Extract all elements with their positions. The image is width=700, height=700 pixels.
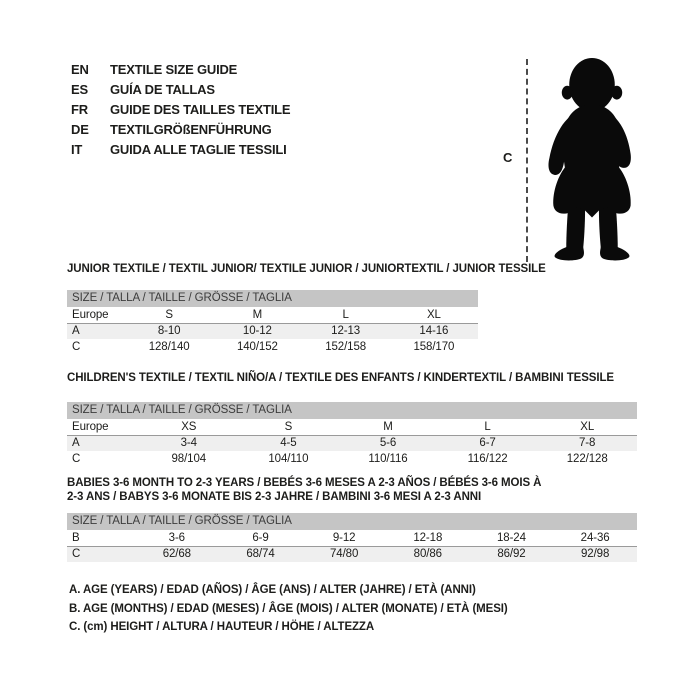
table-row	[67, 546, 637, 562]
language-code: ES	[71, 82, 88, 97]
size-cell: 92/98	[581, 548, 610, 561]
table-row	[67, 323, 478, 339]
size-cell: 3-4	[180, 437, 197, 450]
size-cell: 62/68	[162, 548, 191, 561]
size-cell: L	[438, 419, 538, 435]
size-cell: 12-13	[331, 325, 361, 338]
size-cell: 24-36	[553, 530, 637, 546]
legend-notes	[69, 581, 508, 637]
section-children-textile	[67, 371, 637, 467]
language-label: GUIDE DES TAILLES TEXTILE	[110, 102, 291, 117]
section-junior-textile	[67, 262, 546, 355]
section-babies-textile	[67, 476, 637, 562]
language-row	[71, 100, 290, 120]
language-label: GUIDA ALLE TAGLIE TESSILI	[110, 142, 287, 157]
note-line: A. AGE (YEARS) / EDAD (AÑOS) / ÂGE (ANS) / ALTER (JAHRE) / ETÀ (ANNI)	[69, 584, 476, 596]
language-row	[71, 60, 290, 80]
size-cell: 6-7	[479, 437, 496, 450]
row-label: C	[72, 453, 81, 465]
size-header-bar: SIZE / TALLA / TAILLE / GRÖSSE / TAGLIA	[67, 402, 637, 419]
size-cell: 122/128	[566, 453, 608, 465]
size-cell: 9-12	[302, 530, 386, 546]
size-cell: 8-10	[157, 325, 181, 338]
size-cell: 6-9	[219, 530, 303, 546]
size-header-bar: SIZE / TALLA / TAILLE / GRÖSSE / TAGLIA	[67, 513, 637, 530]
size-cell: 110/116	[368, 453, 408, 465]
language-code: EN	[71, 62, 89, 77]
row-label: Europe	[67, 419, 139, 435]
note-line: C. (cm) HEIGHT / ALTURA / HAUTEUR / HÖHE / ALTEZZA	[69, 621, 375, 633]
size-cell: 152/158	[325, 341, 367, 353]
row-label: C	[72, 341, 81, 353]
size-cell: 104/110	[268, 453, 309, 465]
table-row	[67, 339, 478, 355]
table-title: BABIES 3-6 MONTH TO 2-3 YEARS / BEBÉS 3-6 MESES A 2-3 AÑOS / BÉBÉS 3-6 MOIS À 2-3 ANS / BABYS 3-6 MONATE BIS 2-3 JAHRE / BAMBINI 3-6 MESI A 2-3 ANNI	[67, 477, 542, 503]
size-cell: 116/122	[467, 453, 508, 465]
table-row	[67, 419, 637, 435]
row-label: A	[72, 437, 80, 450]
height-measure-label: C	[503, 150, 513, 165]
size-cell: 140/152	[236, 341, 278, 353]
row-label: C	[72, 548, 81, 561]
row-label: A	[72, 325, 80, 338]
language-label: GUÍA DE TALLAS	[110, 82, 215, 97]
height-measure-dashed-line	[526, 59, 528, 262]
size-header-bar: SIZE / TALLA / TAILLE / GRÖSSE / TAGLIA	[67, 290, 478, 307]
table-row	[67, 451, 637, 467]
size-cell: 14-16	[419, 325, 449, 338]
table-title: JUNIOR TEXTILE / TEXTIL JUNIOR/ TEXTILE JUNIOR / JUNIORTEXTIL / JUNIOR TESSILE	[67, 263, 546, 275]
size-cell: 80/86	[413, 548, 442, 561]
size-cell: 86/92	[497, 548, 526, 561]
language-code: DE	[71, 122, 89, 137]
language-code: IT	[71, 142, 83, 157]
size-cell: 7-8	[579, 437, 596, 450]
babies-size-table	[67, 530, 637, 562]
size-cell: 3-6	[135, 530, 219, 546]
size-cell: 158/170	[413, 341, 455, 353]
language-label: TEXTILE SIZE GUIDE	[110, 62, 238, 77]
size-cell: 98/104	[171, 453, 207, 465]
language-row	[71, 120, 290, 140]
size-cell: 18-24	[470, 530, 554, 546]
row-label: B	[67, 530, 135, 546]
table-row	[67, 435, 637, 451]
language-list	[71, 60, 290, 160]
row-label: Europe	[67, 307, 125, 323]
size-cell: S	[239, 419, 339, 435]
note-line: B. AGE (MONTHS) / EDAD (MESES) / ÂGE (MOIS) / ALTER (MONATE) / ETÀ (MESI)	[69, 602, 508, 615]
language-row	[71, 80, 290, 100]
size-cell: 12-18	[386, 530, 470, 546]
size-cell: XS	[139, 419, 239, 435]
size-cell: XL	[390, 307, 478, 323]
junior-size-table	[67, 307, 478, 355]
size-cell: 5-6	[379, 437, 397, 450]
size-cell: 74/80	[330, 548, 359, 561]
table-row	[67, 307, 478, 323]
size-cell: 4-5	[280, 437, 297, 450]
children-size-table	[67, 419, 637, 467]
size-cell: L	[302, 307, 390, 323]
table-row	[67, 530, 637, 546]
language-label: TEXTILGRÖßENFÜHRUNG	[110, 122, 272, 137]
table-title: CHILDREN'S TEXTILE / TEXTIL NIÑO/A / TEXTILE DES ENFANTS / KINDERTEXTIL / BAMBINI TESSILE	[67, 372, 614, 384]
language-row	[71, 140, 290, 160]
size-cell: S	[125, 307, 213, 323]
size-cell: 68/74	[246, 548, 275, 561]
language-code: FR	[71, 102, 88, 117]
size-cell: 128/140	[148, 341, 190, 353]
size-cell: M	[213, 307, 301, 323]
size-cell: XL	[537, 419, 637, 435]
baby-silhouette-image	[531, 55, 653, 263]
size-cell: 10-12	[242, 325, 272, 338]
size-cell: M	[338, 419, 438, 435]
